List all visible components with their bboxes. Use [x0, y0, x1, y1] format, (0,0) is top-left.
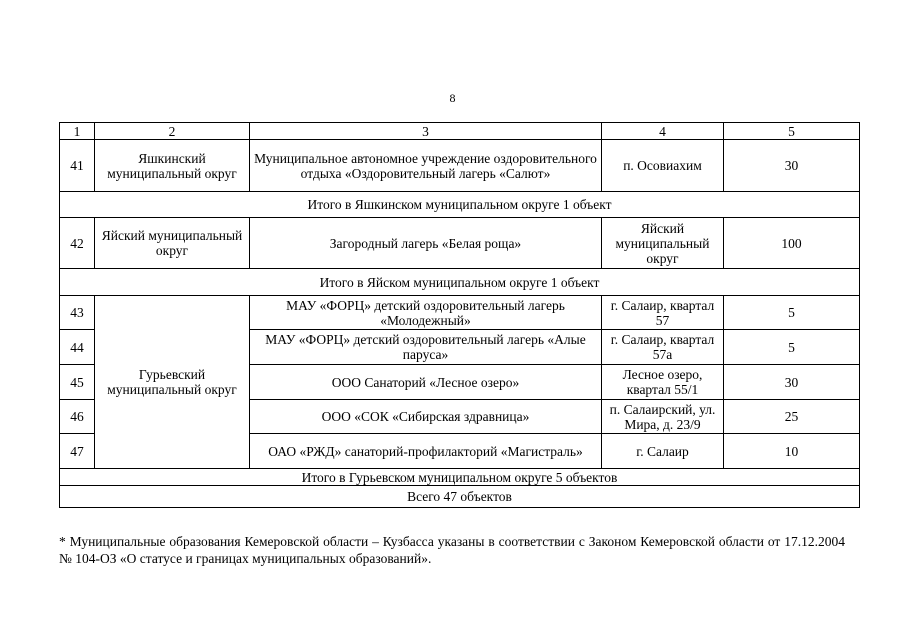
subtotal-row: [60, 192, 860, 218]
footnote: * Муниципальные образования Кемеровской области – Кузбасса указаны в соответствии с Законом Кемеровской области от 17.12.2004 № 104-ОЗ «О статусе и границах муниципальных образований».: [59, 534, 845, 566]
objects-table: [59, 122, 860, 508]
institution-name: ООО «СОК «Сибирская здравница»: [250, 400, 602, 434]
header-cell-4: 4: [602, 123, 724, 140]
count-cell: 30: [724, 140, 860, 192]
location-cell: Лесное озеро, квартал 55/1: [602, 365, 724, 400]
row-number: 46: [60, 400, 95, 434]
table-row: [60, 218, 860, 269]
count-cell: 100: [724, 218, 860, 269]
institution-name: МАУ «ФОРЦ» детский оздоровительный лагерь «Молодежный»: [250, 296, 602, 330]
municipality-cell: Яшкинский муниципальный округ: [95, 140, 250, 192]
count-cell: 10: [724, 434, 860, 469]
municipality-cell: Гурьевский муниципальный округ: [95, 296, 250, 469]
institution-name: Муниципальное автономное учреждение оздоровительного отдыха «Оздоровительный лагерь «Салют»: [250, 140, 602, 192]
row-number: 47: [60, 434, 95, 469]
location-cell: п. Осовиахим: [602, 140, 724, 192]
municipality-cell: Яйский муниципальный округ: [95, 218, 250, 269]
subtotal-text: Итого в Яшкинском муниципальном округе 1 объект: [60, 192, 860, 218]
row-number: 45: [60, 365, 95, 400]
table-row: [60, 140, 860, 192]
header-row: [60, 123, 860, 140]
subtotal-row: [60, 469, 860, 486]
header-cell-3: 3: [250, 123, 602, 140]
subtotal-text: Итого в Гурьевском муниципальном округе 5 объектов: [60, 469, 860, 486]
institution-name: МАУ «ФОРЦ» детский оздоровительный лагерь «Алые паруса»: [250, 330, 602, 365]
location-cell: г. Салаир: [602, 434, 724, 469]
location-cell: Яйский муниципальный округ: [602, 218, 724, 269]
location-cell: г. Салаир, квартал 57: [602, 296, 724, 330]
table-row: [60, 296, 860, 330]
institution-name: Загородный лагерь «Белая роща»: [250, 218, 602, 269]
header-cell-2: 2: [95, 123, 250, 140]
total-text: Всего 47 объектов: [60, 486, 860, 508]
total-row: [60, 486, 860, 508]
row-number: 43: [60, 296, 95, 330]
subtotal-row: [60, 269, 860, 296]
location-cell: г. Салаир, квартал 57а: [602, 330, 724, 365]
subtotal-text: Итого в Яйском муниципальном округе 1 объект: [60, 269, 860, 296]
institution-name: ОАО «РЖД» санаторий-профилакторий «Магистраль»: [250, 434, 602, 469]
row-number: 44: [60, 330, 95, 365]
count-cell: 25: [724, 400, 860, 434]
row-number: 42: [60, 218, 95, 269]
count-cell: 5: [724, 330, 860, 365]
count-cell: 5: [724, 296, 860, 330]
page-number: 8: [449, 91, 456, 105]
location-cell: п. Салаирский, ул. Мира, д. 23/9: [602, 400, 724, 434]
header-cell-1: 1: [60, 123, 95, 140]
row-number: 41: [60, 140, 95, 192]
institution-name: ООО Санаторий «Лесное озеро»: [250, 365, 602, 400]
count-cell: 30: [724, 365, 860, 400]
header-cell-5: 5: [724, 123, 860, 140]
